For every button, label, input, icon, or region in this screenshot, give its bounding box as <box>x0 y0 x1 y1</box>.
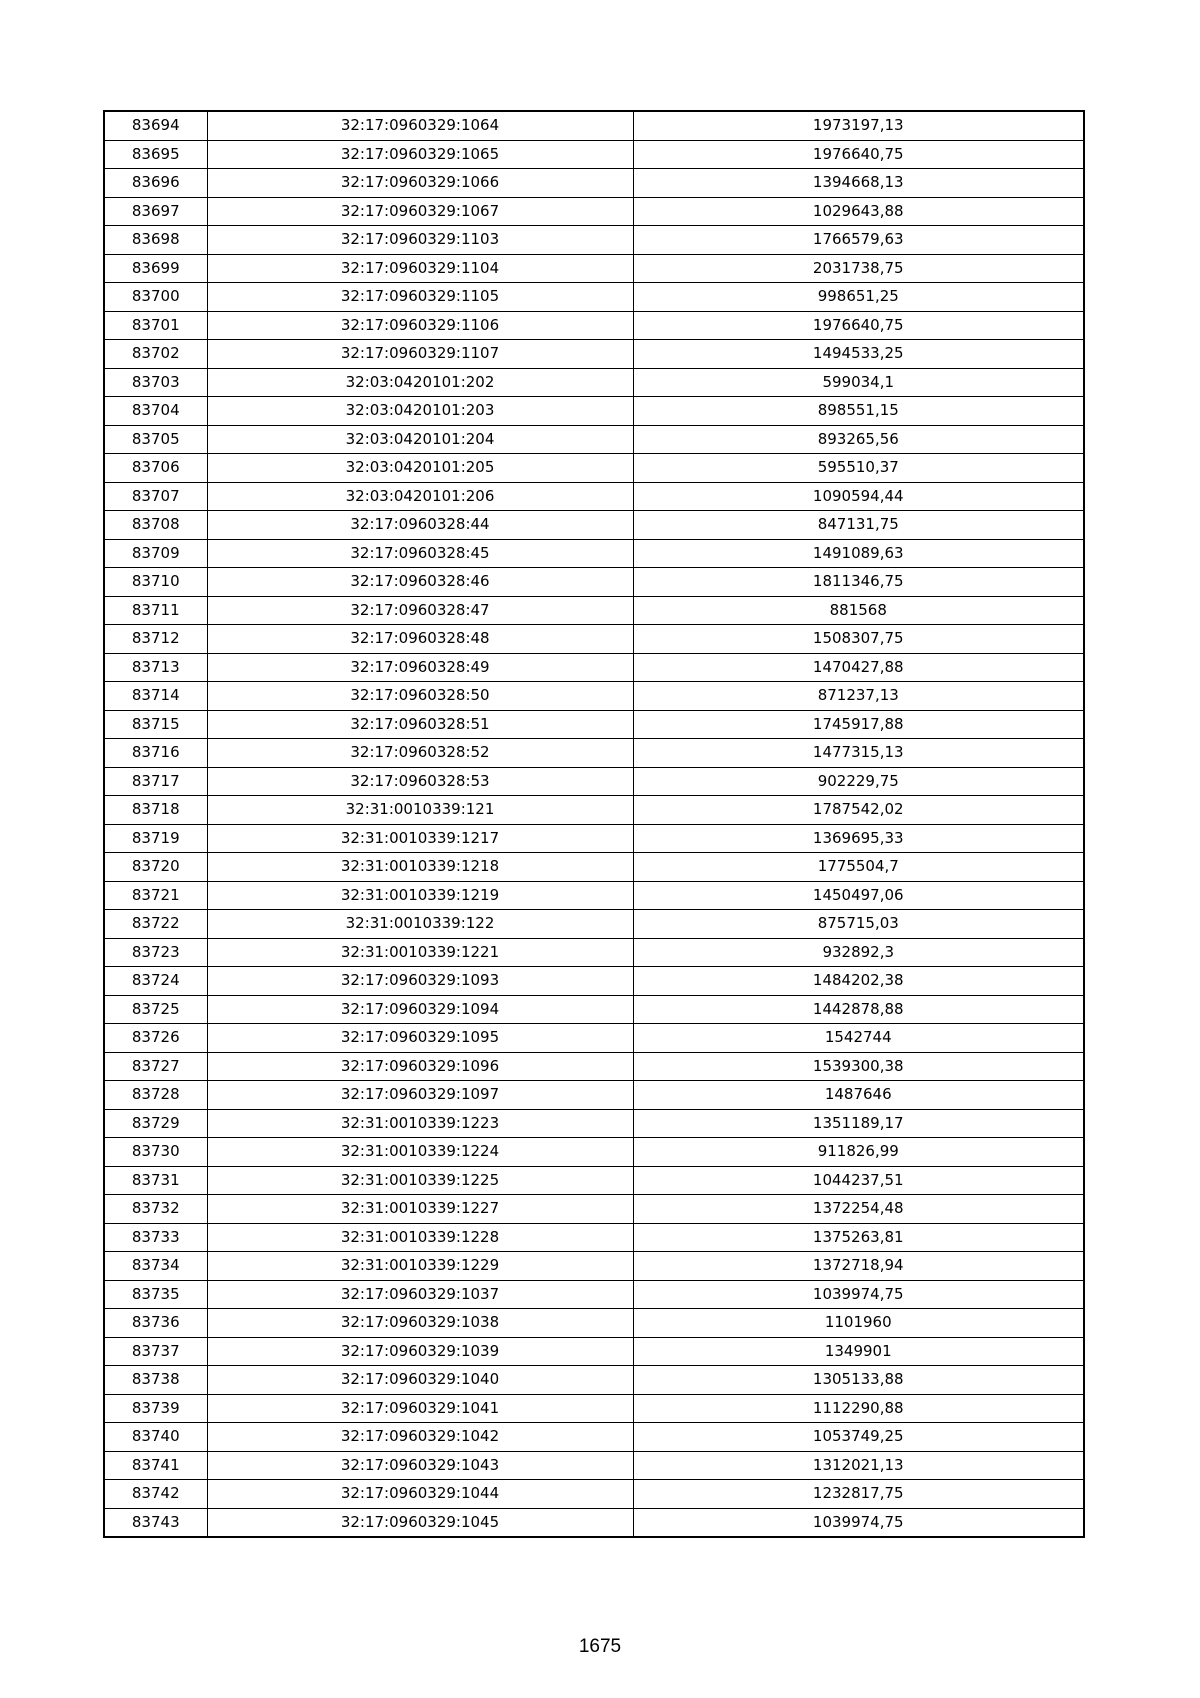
value-cell: 893265,56 <box>633 425 1084 454</box>
row-number-cell: 83697 <box>104 197 207 226</box>
cadastral-number-cell: 32:31:0010339:1218 <box>207 853 633 882</box>
table-row <box>104 1451 1084 1480</box>
table-row <box>104 1166 1084 1195</box>
cadastral-number-cell: 32:17:0960329:1094 <box>207 995 633 1024</box>
row-number-cell: 83711 <box>104 596 207 625</box>
value-cell: 595510,37 <box>633 454 1084 483</box>
value-cell: 1394668,13 <box>633 169 1084 198</box>
value-cell: 1039974,75 <box>633 1280 1084 1309</box>
cadastral-number-cell: 32:03:0420101:206 <box>207 482 633 511</box>
value-cell: 1101960 <box>633 1309 1084 1338</box>
row-number-cell: 83735 <box>104 1280 207 1309</box>
cadastral-number-cell: 32:17:0960329:1103 <box>207 226 633 255</box>
table-row <box>104 625 1084 654</box>
cadastral-number-cell: 32:17:0960328:48 <box>207 625 633 654</box>
row-number-cell: 83720 <box>104 853 207 882</box>
cadastral-number-cell: 32:17:0960328:51 <box>207 710 633 739</box>
table-row <box>104 254 1084 283</box>
value-cell: 1044237,51 <box>633 1166 1084 1195</box>
value-cell: 1312021,13 <box>633 1451 1084 1480</box>
value-cell: 1351189,17 <box>633 1109 1084 1138</box>
cadastral-number-cell: 32:31:0010339:1223 <box>207 1109 633 1138</box>
table-row <box>104 1252 1084 1281</box>
row-number-cell: 83708 <box>104 511 207 540</box>
row-number-cell: 83738 <box>104 1366 207 1395</box>
value-cell: 1539300,38 <box>633 1052 1084 1081</box>
table-row <box>104 1052 1084 1081</box>
value-cell: 1305133,88 <box>633 1366 1084 1395</box>
table-row <box>104 425 1084 454</box>
row-number-cell: 83713 <box>104 653 207 682</box>
value-cell: 1976640,75 <box>633 311 1084 340</box>
table-body <box>104 111 1084 1537</box>
cadastral-number-cell: 32:17:0960329:1044 <box>207 1480 633 1509</box>
row-number-cell: 83728 <box>104 1081 207 1110</box>
cadastral-number-cell: 32:31:0010339:1225 <box>207 1166 633 1195</box>
row-number-cell: 83703 <box>104 368 207 397</box>
cadastral-number-cell: 32:17:0960328:53 <box>207 767 633 796</box>
table-row <box>104 653 1084 682</box>
value-cell: 911826,99 <box>633 1138 1084 1167</box>
value-cell: 1494533,25 <box>633 340 1084 369</box>
row-number-cell: 83733 <box>104 1223 207 1252</box>
row-number-cell: 83722 <box>104 910 207 939</box>
value-cell: 1973197,13 <box>633 111 1084 140</box>
cadastral-number-cell: 32:17:0960329:1067 <box>207 197 633 226</box>
row-number-cell: 83695 <box>104 140 207 169</box>
row-number-cell: 83706 <box>104 454 207 483</box>
cadastral-number-cell: 32:17:0960329:1107 <box>207 340 633 369</box>
cadastral-number-cell: 32:17:0960328:47 <box>207 596 633 625</box>
table-row <box>104 739 1084 768</box>
table-row <box>104 1081 1084 1110</box>
row-number-cell: 83714 <box>104 682 207 711</box>
table-row <box>104 995 1084 1024</box>
cadastral-number-cell: 32:17:0960329:1043 <box>207 1451 633 1480</box>
table-row <box>104 796 1084 825</box>
cadastral-number-cell: 32:17:0960329:1095 <box>207 1024 633 1053</box>
table-row <box>104 1138 1084 1167</box>
value-cell: 1375263,81 <box>633 1223 1084 1252</box>
row-number-cell: 83712 <box>104 625 207 654</box>
cadastral-number-cell: 32:31:0010339:1229 <box>207 1252 633 1281</box>
value-cell: 932892,3 <box>633 938 1084 967</box>
row-number-cell: 83707 <box>104 482 207 511</box>
value-cell: 881568 <box>633 596 1084 625</box>
cadastral-number-cell: 32:17:0960329:1037 <box>207 1280 633 1309</box>
table-row <box>104 1195 1084 1224</box>
cadastral-number-cell: 32:17:0960329:1041 <box>207 1394 633 1423</box>
value-cell: 1745917,88 <box>633 710 1084 739</box>
data-table <box>103 110 1085 1538</box>
table-row <box>104 1280 1084 1309</box>
table-row <box>104 1309 1084 1338</box>
table-row <box>104 853 1084 882</box>
row-number-cell: 83715 <box>104 710 207 739</box>
table-row <box>104 169 1084 198</box>
cadastral-number-cell: 32:17:0960328:44 <box>207 511 633 540</box>
row-number-cell: 83726 <box>104 1024 207 1053</box>
table-row <box>104 967 1084 996</box>
row-number-cell: 83721 <box>104 881 207 910</box>
row-number-cell: 83723 <box>104 938 207 967</box>
cadastral-number-cell: 32:17:0960328:52 <box>207 739 633 768</box>
value-cell: 599034,1 <box>633 368 1084 397</box>
row-number-cell: 83731 <box>104 1166 207 1195</box>
value-cell: 871237,13 <box>633 682 1084 711</box>
row-number-cell: 83709 <box>104 539 207 568</box>
row-number-cell: 83717 <box>104 767 207 796</box>
cadastral-number-cell: 32:17:0960329:1045 <box>207 1508 633 1537</box>
value-cell: 1477315,13 <box>633 739 1084 768</box>
cadastral-number-cell: 32:17:0960329:1039 <box>207 1337 633 1366</box>
row-number-cell: 83705 <box>104 425 207 454</box>
row-number-cell: 83694 <box>104 111 207 140</box>
table-row <box>104 1366 1084 1395</box>
row-number-cell: 83700 <box>104 283 207 312</box>
value-cell: 1787542,02 <box>633 796 1084 825</box>
value-cell: 1349901 <box>633 1337 1084 1366</box>
table-row <box>104 881 1084 910</box>
value-cell: 1484202,38 <box>633 967 1084 996</box>
table-row <box>104 682 1084 711</box>
table-row <box>104 938 1084 967</box>
value-cell: 1090594,44 <box>633 482 1084 511</box>
table-row <box>104 226 1084 255</box>
row-number-cell: 83729 <box>104 1109 207 1138</box>
table-row <box>104 311 1084 340</box>
value-cell: 898551,15 <box>633 397 1084 426</box>
table-row <box>104 1223 1084 1252</box>
cadastral-number-cell: 32:17:0960329:1096 <box>207 1052 633 1081</box>
table-row <box>104 368 1084 397</box>
cadastral-number-cell: 32:03:0420101:205 <box>207 454 633 483</box>
value-cell: 1372718,94 <box>633 1252 1084 1281</box>
value-cell: 902229,75 <box>633 767 1084 796</box>
row-number-cell: 83696 <box>104 169 207 198</box>
value-cell: 1542744 <box>633 1024 1084 1053</box>
cadastral-number-cell: 32:17:0960329:1104 <box>207 254 633 283</box>
table-row <box>104 1508 1084 1537</box>
table-row <box>104 1423 1084 1452</box>
row-number-cell: 83737 <box>104 1337 207 1366</box>
table-row <box>104 767 1084 796</box>
table-row <box>104 397 1084 426</box>
value-cell: 1372254,48 <box>633 1195 1084 1224</box>
value-cell: 847131,75 <box>633 511 1084 540</box>
table-row <box>104 596 1084 625</box>
table-row <box>104 482 1084 511</box>
cadastral-number-cell: 32:17:0960329:1038 <box>207 1309 633 1338</box>
row-number-cell: 83741 <box>104 1451 207 1480</box>
cadastral-number-cell: 32:17:0960329:1066 <box>207 169 633 198</box>
cadastral-number-cell: 32:31:0010339:1221 <box>207 938 633 967</box>
value-cell: 1039974,75 <box>633 1508 1084 1537</box>
cadastral-number-cell: 32:31:0010339:122 <box>207 910 633 939</box>
row-number-cell: 83699 <box>104 254 207 283</box>
value-cell: 1369695,33 <box>633 824 1084 853</box>
table-row <box>104 511 1084 540</box>
cadastral-number-cell: 32:17:0960328:50 <box>207 682 633 711</box>
value-cell: 1766579,63 <box>633 226 1084 255</box>
value-cell: 1775504,7 <box>633 853 1084 882</box>
cadastral-number-cell: 32:31:0010339:1219 <box>207 881 633 910</box>
value-cell: 1487646 <box>633 1081 1084 1110</box>
row-number-cell: 83724 <box>104 967 207 996</box>
row-number-cell: 83701 <box>104 311 207 340</box>
row-number-cell: 83698 <box>104 226 207 255</box>
table-row <box>104 340 1084 369</box>
row-number-cell: 83740 <box>104 1423 207 1452</box>
cadastral-number-cell: 32:31:0010339:1224 <box>207 1138 633 1167</box>
cadastral-number-cell: 32:17:0960329:1093 <box>207 967 633 996</box>
cadastral-number-cell: 32:17:0960329:1106 <box>207 311 633 340</box>
table-row <box>104 111 1084 140</box>
value-cell: 1508307,75 <box>633 625 1084 654</box>
row-number-cell: 83727 <box>104 1052 207 1081</box>
cadastral-number-cell: 32:31:0010339:1217 <box>207 824 633 853</box>
cadastral-number-cell: 32:17:0960328:46 <box>207 568 633 597</box>
row-number-cell: 83725 <box>104 995 207 1024</box>
cadastral-number-cell: 32:31:0010339:121 <box>207 796 633 825</box>
table-row <box>104 1024 1084 1053</box>
value-cell: 1029643,88 <box>633 197 1084 226</box>
cadastral-number-cell: 32:17:0960328:45 <box>207 539 633 568</box>
cadastral-number-cell: 32:17:0960329:1097 <box>207 1081 633 1110</box>
row-number-cell: 83732 <box>104 1195 207 1224</box>
value-cell: 2031738,75 <box>633 254 1084 283</box>
table-row <box>104 824 1084 853</box>
table-row <box>104 197 1084 226</box>
value-cell: 1442878,88 <box>633 995 1084 1024</box>
row-number-cell: 83704 <box>104 397 207 426</box>
value-cell: 1232817,75 <box>633 1480 1084 1509</box>
cadastral-number-cell: 32:03:0420101:204 <box>207 425 633 454</box>
table-row <box>104 1480 1084 1509</box>
cadastral-number-cell: 32:31:0010339:1227 <box>207 1195 633 1224</box>
value-cell: 1470427,88 <box>633 653 1084 682</box>
row-number-cell: 83710 <box>104 568 207 597</box>
value-cell: 1811346,75 <box>633 568 1084 597</box>
row-number-cell: 83742 <box>104 1480 207 1509</box>
table-row <box>104 283 1084 312</box>
table-row <box>104 539 1084 568</box>
table-row <box>104 1109 1084 1138</box>
page-number: 1675 <box>578 1636 622 1657</box>
value-cell: 1976640,75 <box>633 140 1084 169</box>
row-number-cell: 83719 <box>104 824 207 853</box>
value-cell: 875715,03 <box>633 910 1084 939</box>
cadastral-number-cell: 32:17:0960328:49 <box>207 653 633 682</box>
row-number-cell: 83702 <box>104 340 207 369</box>
table-row <box>104 1394 1084 1423</box>
table-row <box>104 710 1084 739</box>
value-cell: 1112290,88 <box>633 1394 1084 1423</box>
table-row <box>104 910 1084 939</box>
cadastral-number-cell: 32:03:0420101:203 <box>207 397 633 426</box>
table-row <box>104 568 1084 597</box>
cadastral-number-cell: 32:17:0960329:1105 <box>207 283 633 312</box>
cadastral-number-cell: 32:17:0960329:1040 <box>207 1366 633 1395</box>
table-row <box>104 140 1084 169</box>
value-cell: 1491089,63 <box>633 539 1084 568</box>
cadastral-number-cell: 32:03:0420101:202 <box>207 368 633 397</box>
row-number-cell: 83734 <box>104 1252 207 1281</box>
row-number-cell: 83718 <box>104 796 207 825</box>
cadastral-number-cell: 32:17:0960329:1042 <box>207 1423 633 1452</box>
cadastral-number-cell: 32:17:0960329:1065 <box>207 140 633 169</box>
table-row <box>104 454 1084 483</box>
value-cell: 1450497,06 <box>633 881 1084 910</box>
value-cell: 998651,25 <box>633 283 1084 312</box>
row-number-cell: 83716 <box>104 739 207 768</box>
cadastral-number-cell: 32:31:0010339:1228 <box>207 1223 633 1252</box>
row-number-cell: 83743 <box>104 1508 207 1537</box>
cadastral-number-cell: 32:17:0960329:1064 <box>207 111 633 140</box>
table-row <box>104 1337 1084 1366</box>
value-cell: 1053749,25 <box>633 1423 1084 1452</box>
row-number-cell: 83736 <box>104 1309 207 1338</box>
row-number-cell: 83730 <box>104 1138 207 1167</box>
row-number-cell: 83739 <box>104 1394 207 1423</box>
